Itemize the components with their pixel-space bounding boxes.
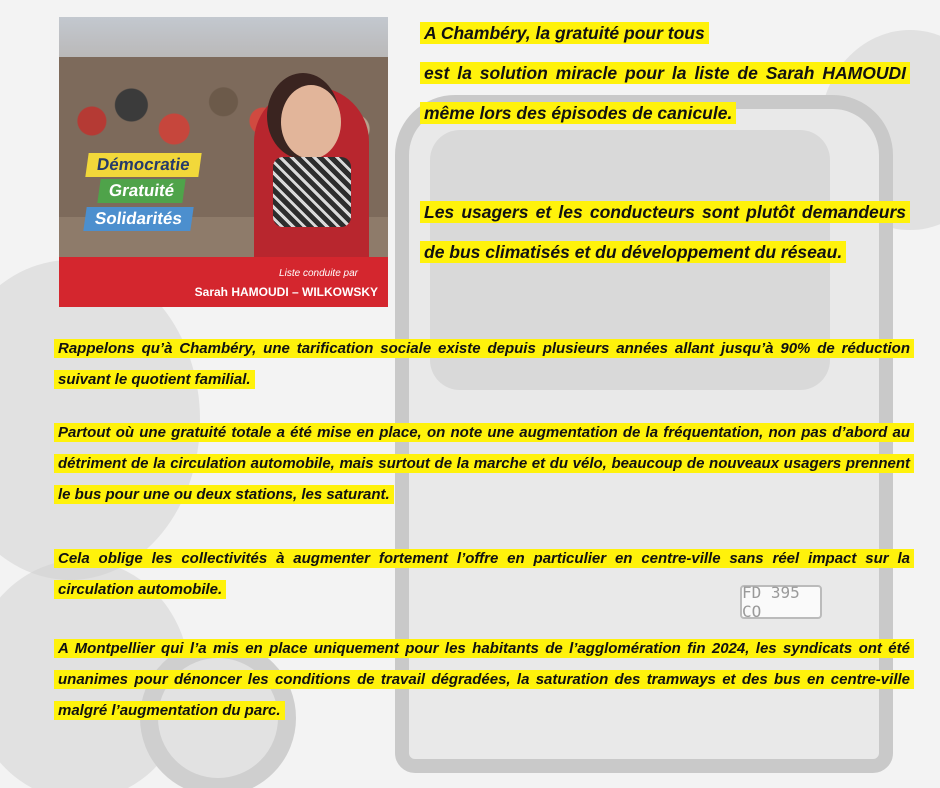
paragraph-collectivities: [54, 543, 914, 605]
paragraph-intro-title: [420, 13, 910, 53]
poster-slogan-gratuite: Gratuité: [97, 179, 186, 203]
license-plate: FD 395 CO: [740, 585, 822, 619]
paragraph-text: A Chambéry, la gratuité pour tous: [420, 22, 709, 44]
poster-credit-name: Sarah HAMOUDI – WILKOWSKY: [194, 285, 378, 299]
campaign-poster: [59, 17, 388, 307]
paragraph-intro: [420, 53, 910, 133]
poster-slogan-democratie: Démocratie: [85, 153, 201, 177]
paragraph-users: [420, 192, 910, 272]
paragraph-text: Cela oblige les collectivités à augmenter fortement l’offre en particulier en centre-ville sans réel impact sur la circulation automobile.: [54, 549, 914, 599]
poster-slogan-solidarites: Solidarités: [83, 207, 193, 231]
paragraph-text: Les usagers et les conducteurs sont plutôt demandeurs de bus climatisés et du développement du réseau.: [420, 201, 910, 263]
poster-candidate-head: [281, 85, 341, 159]
poster-candidate-scarf: [273, 157, 351, 227]
paragraph-text: Partout où une gratuité totale a été mise en place, on note une augmentation de la fréquentation, non pas d’abord au détriment de la circulation automobile, mais surtout de la marche et du vélo, beaucoup de nouveaux usagers prennent le bus pour une ou deux stations, les saturant.: [54, 423, 914, 504]
poster-credit-band: [59, 257, 388, 307]
paragraph-text: A Montpellier qui l’a mis en place uniquement pour les habitants de l’agglomération fin 2024, les syndicats ont été unanimes pour dénoncer les conditions de travail dégradées, la saturation des tramways et des bus en centre-ville malgré l’augmentation du parc.: [54, 639, 914, 720]
paragraph-social-pricing: [54, 333, 914, 395]
paragraph-free-transit: [54, 417, 914, 510]
paragraph-text: Rappelons qu’à Chambéry, une tarification sociale existe depuis plusieurs années allant jusqu’à 90% de réduction suivant le quotient familial.: [54, 339, 914, 389]
poster-credit-label: Liste conduite par: [279, 268, 358, 279]
paragraph-montpellier: [54, 633, 914, 726]
paragraph-text: est la solution miracle pour la liste de Sarah HAMOUDI même lors des épisodes de canicule.: [420, 62, 910, 124]
